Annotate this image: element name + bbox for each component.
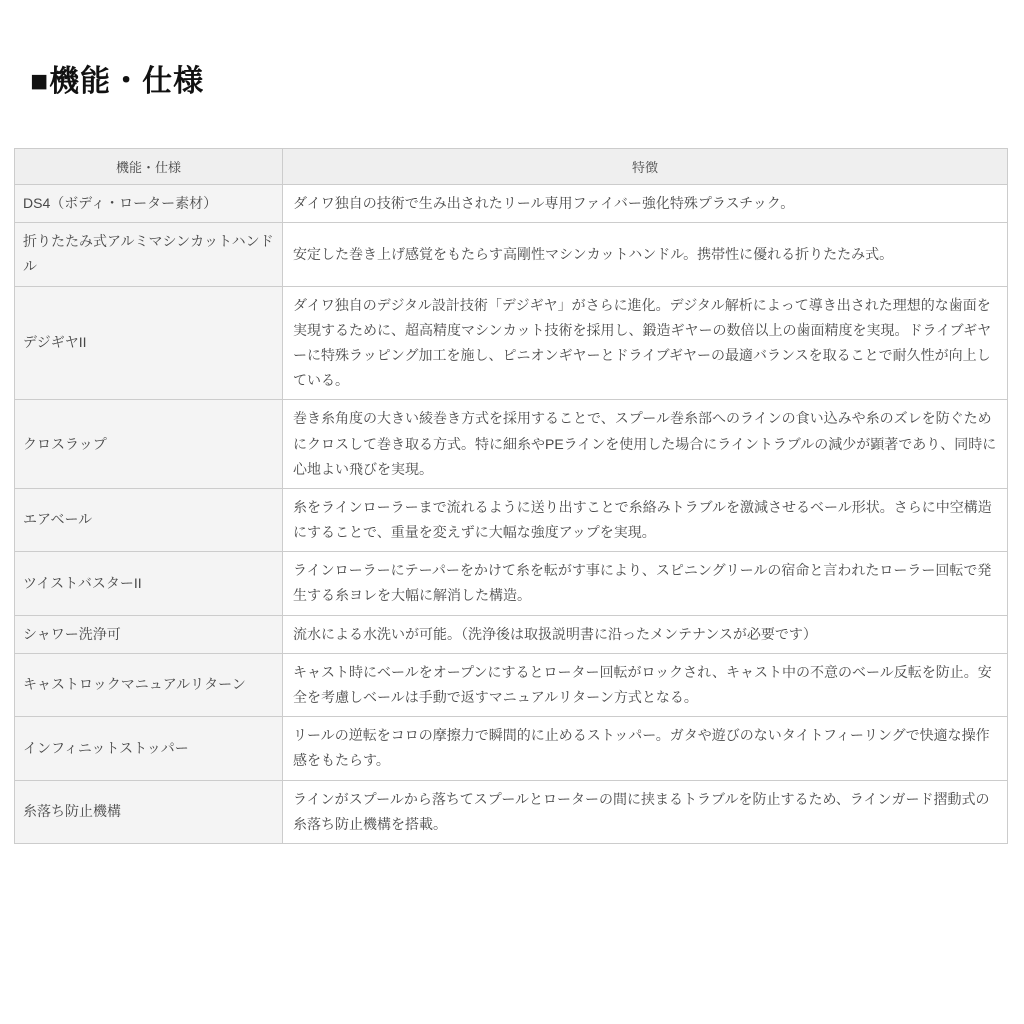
feature-cell: 糸落ち防止機構 [15,780,283,843]
feature-cell: ツイストバスターII [15,552,283,615]
table-row [15,185,1008,223]
feature-cell: デジギヤII [15,286,283,400]
spec-table-body [15,185,1008,844]
table-row [15,223,1008,286]
column-header-description: 特徴 [283,149,1008,185]
table-row [15,552,1008,615]
description-cell: ダイワ独自の技術で生み出されたリール専用ファイバー強化特殊プラスチック。 [283,185,1008,223]
table-row [15,488,1008,551]
description-cell: ダイワ独自のデジタル設計技術「デジギヤ」がさらに進化。デジタル解析によって導き出された理想的な歯面を実現するために、超高精度マシンカット技術を採用し、鍛造ギヤーの数倍以上の歯面精度を実現。ドライブギヤーに特殊ラッピング加工を施し、ピニオンギヤーとドライブギヤーの最適バランスを取ることで耐久性が向上している。 [283,286,1008,400]
page-title: ■機能・仕様 [30,65,205,98]
table-row [15,400,1008,489]
description-cell: リールの逆転をコロの摩擦力で瞬間的に止めるストッパー。ガタや遊びのないタイトフィーリングで快適な操作感をもたらす。 [283,717,1008,780]
description-cell: 巻き糸角度の大きい綾巻き方式を採用することで、スプール巻糸部へのラインの食い込みや糸のズレを防ぐためにクロスして巻き取る方式。特に細糸やPEラインを使用した場合にライントラブルの減少が顕著であり、同時に心地よい飛びを実現。 [283,400,1008,489]
description-cell: ラインローラーにテーパーをかけて糸を転がす事により、スピニングリールの宿命と言われたローラー回転で発生する糸ヨレを大幅に解消した構造。 [283,552,1008,615]
feature-cell: キャストロックマニュアルリターン [15,653,283,716]
description-cell: 糸をラインローラーまで流れるように送り出すことで糸絡みトラブルを激減させるベール形状。さらに中空構造にすることで、重量を変えずに大幅な強度アップを実現。 [283,488,1008,551]
feature-cell: クロスラップ [15,400,283,489]
feature-cell: インフィニットストッパー [15,717,283,780]
column-header-feature: 機能・仕様 [15,149,283,185]
feature-cell: シャワー洗浄可 [15,615,283,653]
table-row [15,286,1008,400]
feature-cell: エアベール [15,488,283,551]
table-row [15,780,1008,843]
feature-cell: DS4（ボディ・ローター素材） [15,185,283,223]
header-row [15,149,1008,185]
description-cell: 流水による水洗いが可能。（洗浄後は取扱説明書に沿ったメンテナンスが必要です） [283,615,1008,653]
table-row [15,615,1008,653]
description-cell: ラインがスプールから落ちてスプールとローターの間に挟まるトラブルを防止するため、ラインガード摺動式の糸落ち防止機構を搭載。 [283,780,1008,843]
table-row [15,717,1008,780]
table-row [15,653,1008,716]
feature-cell: 折りたたみ式アルミマシンカットハンドル [15,223,283,286]
description-cell: 安定した巻き上げ感覚をもたらす高剛性マシンカットハンドル。携帯性に優れる折りたたみ式。 [283,223,1008,286]
description-cell: キャスト時にベールをオープンにするとローター回転がロックされ、キャスト中の不意のベール反転を防止。安全を考慮しベールは手動で返すマニュアルリターン方式となる。 [283,653,1008,716]
spec-table [14,148,1008,844]
